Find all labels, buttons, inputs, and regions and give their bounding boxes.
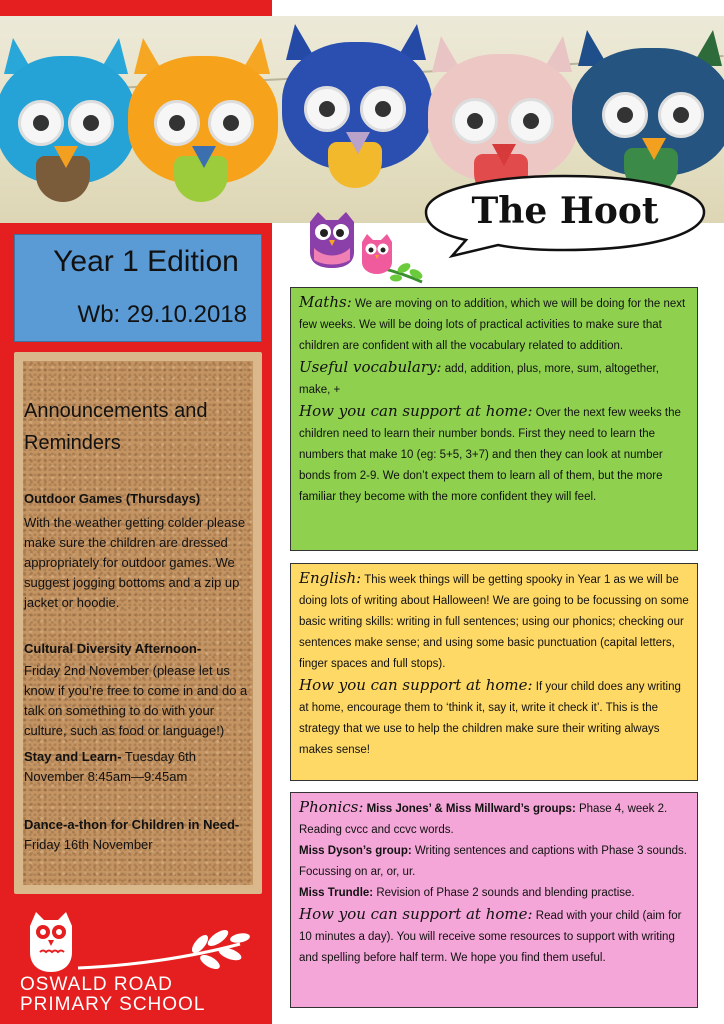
announcement-item — [24, 639, 251, 741]
english-intro: This week things will be getting spooky in Year 1 as we will be doing lots of writing about Halloween! We are going to be focussing on some basic writing skills: writing in full sentences; using our phonics; checking our sentences make sense; and using some basic punctuation (capital letters, finger spaces and full stops). — [299, 574, 689, 670]
owl-navy — [282, 24, 432, 204]
phonics-group2-text: Writing sentences and captions with Phase 3 sounds. Focussing on ar, or, ur. — [299, 845, 687, 878]
corkboard-announcements — [14, 352, 262, 894]
announcement-title: Outdoor Games (Thursdays) — [24, 491, 201, 506]
maths-panel — [290, 287, 698, 551]
phonics-group3-label: Miss Trundle: — [299, 887, 374, 899]
mini-owls-illustration — [304, 208, 428, 288]
english-support-heading: How you can support at home: — [299, 676, 533, 694]
announcements-heading: Announcements and Reminders — [24, 400, 208, 454]
maths-heading: Maths: — [299, 293, 352, 311]
phonics-support-heading: How you can support at home: — [299, 905, 533, 923]
owl-blue — [0, 38, 136, 218]
phonics-panel — [290, 792, 698, 1008]
edition-box — [14, 234, 262, 342]
announcement-item — [24, 747, 251, 787]
announcement-item — [24, 489, 251, 613]
announcement-title: Cultural Diversity Afternoon- — [24, 641, 202, 656]
phonics-group1-label: Miss Jones’ & Miss Millward’s groups: — [363, 803, 576, 815]
announcement-title: Dance-a-thon for Children in Need- — [24, 817, 240, 832]
announcement-item — [24, 815, 251, 855]
announcement-text: With the weather getting colder please make sure the children are dressed appropriately for outdoor games. We suggest jogging bottoms and a zip up jacket or hoodie. — [24, 515, 246, 610]
english-heading: English: — [299, 569, 362, 587]
vocab-heading: Useful vocabulary: — [299, 358, 442, 376]
maths-support-heading: How you can support at home: — [299, 402, 533, 420]
edition-title: Year 1 Edition — [53, 245, 239, 278]
phonics-group2-label: Miss Dyson’s group: — [299, 845, 412, 857]
owl-logo-icon — [18, 908, 258, 978]
vocab-text: add, addition, plus, more, sum, altogether, make, + — [299, 363, 659, 396]
announcement-text: Friday 2nd November (please let us know if you’re free to come in and do a talk on something to do with your culture, such as food or language!) — [24, 663, 248, 738]
phonics-heading: Phonics: — [299, 798, 364, 816]
announcement-title: Stay and Learn- — [24, 749, 122, 764]
school-name-line1: OSWALD ROAD — [20, 974, 173, 995]
newsletter-title: The Hoot — [471, 190, 659, 232]
announcement-text: Tuesday 6th November 8:45am—9:45am — [24, 749, 196, 784]
english-support-text: If your child does any writing at home, encourage them to ‘think it, say it, write it check it’. This is the strategy that we use to help the children make sure their writing always makes sense! — [299, 681, 681, 756]
announcement-text: Friday 16th November — [24, 837, 153, 852]
phonics-support-text: Read with your child (aim for 10 minutes a day). You will receive some resources to support with writing and spelling before half term. We hope you find them useful. — [299, 910, 682, 964]
phonics-group1-text: Phase 4, week 2. Reading cvcc and ccvc words. — [299, 803, 668, 836]
maths-intro: We are moving on to addition, which we will be doing for the next few weeks. We will be doing lots of practical activities to make sure that children are confident with all the vocabulary related to addition. — [299, 298, 686, 352]
phonics-group3-text: Revision of Phase 2 sounds and blending practise. — [373, 887, 635, 899]
school-logo — [18, 908, 258, 1015]
maths-support-text: Over the next few weeks the children need to learn their number bonds. First they need to learn the numbers that make 10 (eg: 5+5, 3+7) and then they can look at number bonds from 2-9. We don’t expect them to learn all of them, but the more familiar they become with the more confident they will feel. — [299, 407, 681, 503]
school-name-line2: PRIMARY SCHOOL — [20, 994, 206, 1015]
english-panel — [290, 563, 698, 781]
owl-orange — [128, 38, 278, 218]
week-beginning: Wb: 29.10.2018 — [77, 301, 247, 328]
